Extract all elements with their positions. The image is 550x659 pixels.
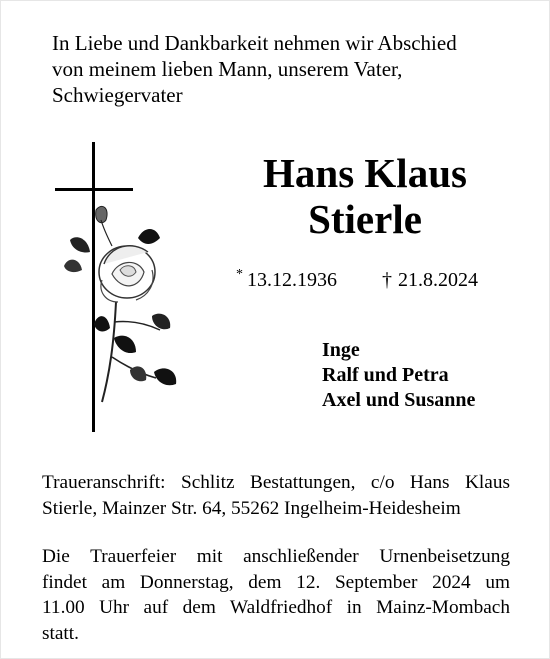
death-date: 21.8.2024 [398,269,478,291]
service-line: Die Trauerfeier mit anschließender Urnenbeisetzung [42,546,510,567]
family-member: Axel und Susanne [322,389,476,411]
intro-line: von meinem lieben Mann, unserem Vater, [52,57,403,81]
deceased-name [200,150,530,242]
funeral-service-info [42,544,510,646]
address-line: Traueranschrift: Schlitz Bestattungen, c/o Hans Klaus [42,472,510,493]
name-line: Hans Klaus [263,150,467,196]
death-entry [382,268,478,292]
intro-line: Schwiegervater [52,83,183,107]
birth-date: 13.12.1936 [247,269,337,291]
cross-with-rose-icon [52,142,192,434]
service-line: findet am Donnerstag, dem 12. September 2024 um [42,571,510,593]
intro-line: In Liebe und Dankbarkeit nehmen wir Abschied [52,31,457,55]
service-line: 11.00 Uhr auf dem Waldfriedhof in Mainz-Mombach [42,597,510,618]
family-member: Ralf und Petra [322,364,449,386]
family-member: Inge [322,339,360,361]
life-dates [236,268,496,292]
service-line: statt. [42,622,79,644]
death-symbol: † [382,269,392,291]
name-line: Stierle [308,196,422,242]
mourning-address [42,470,510,521]
family-list [322,338,532,413]
intro-text [52,30,522,108]
birth-symbol: * [236,267,243,283]
address-line: Stierle, Mainzer Str. 64, 55262 Ingelheim-Heidesheim [42,497,461,519]
